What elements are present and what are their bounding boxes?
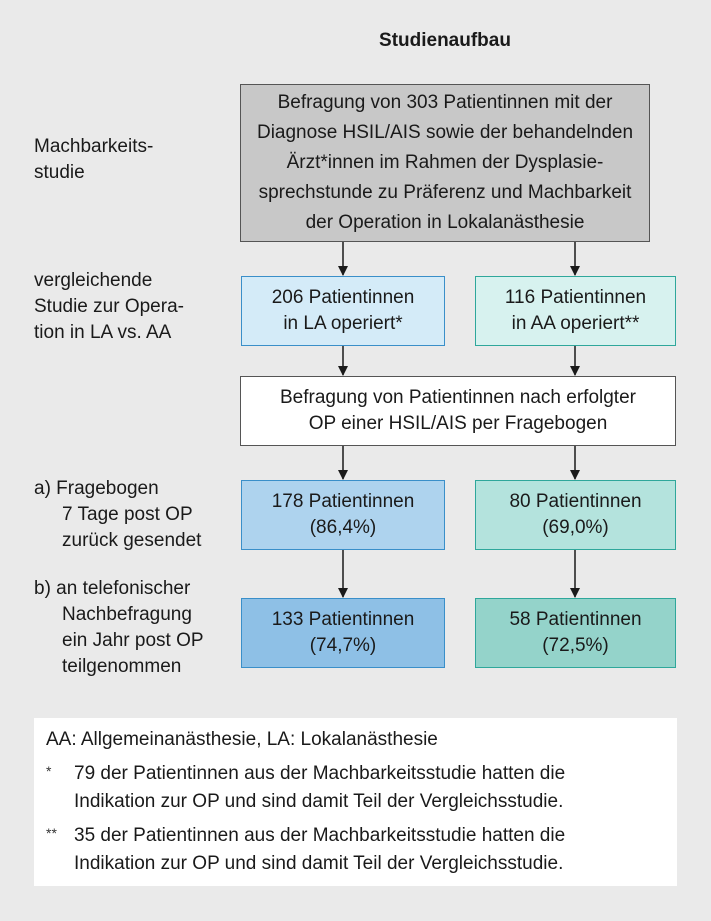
box-line: (72,5%) (542, 635, 609, 656)
label-line: vergleichende (34, 270, 153, 291)
box-line: (86,4%) (309, 517, 377, 538)
box-line: in LA operiert* (283, 313, 403, 334)
legend-abbreviations: AA: Allgemeinanästhesie, LA: Lokalanästhesie (46, 729, 438, 750)
box-line: in AA operiert** (511, 313, 640, 334)
legend-box (34, 718, 677, 886)
box-line: 133 Patientinnen (271, 609, 415, 630)
label-line: b) an telefonischer (34, 578, 191, 599)
box-line: Befragung von Patientinnen nach erfolgter (280, 387, 636, 408)
footnote-line: Indikation zur OP und sind damit Teil der Vergleichsstudie. (74, 791, 564, 812)
label-line: tion in LA vs. AA (34, 322, 172, 343)
footnote-single-asterisk (46, 760, 665, 816)
box-line: 178 Patientinnen (271, 491, 415, 512)
label-line: a) Fragebogen (34, 478, 159, 499)
label-line: 7 Tage post OP (62, 504, 193, 525)
label-line: Nachbefragung (62, 604, 192, 625)
footnote-mark: * (46, 763, 52, 779)
footnote-line: 79 der Patientinnen aus der Machbarkeitsstudie hatten die (74, 763, 566, 784)
box-line: (74,7%) (309, 635, 377, 656)
box-line: (69,0%) (542, 517, 609, 538)
box-line: 58 Patientinnen (509, 609, 642, 630)
box-line: 116 Patientinnen (504, 287, 647, 308)
box-line: OP einer HSIL/AIS per Fragebogen (308, 413, 608, 434)
label-line: zurück gesendet (62, 530, 202, 551)
diagram-title: Studienaufbau (379, 30, 511, 51)
footnote-mark: ** (46, 825, 57, 841)
box-line: sprechstunde zu Präferenz und Machbarkeit (258, 182, 632, 203)
label-line: teilgenommen (62, 656, 182, 677)
box-line: Befragung von 303 Patientinnen mit der (277, 92, 613, 113)
footnote-line: 35 der Patientinnen aus der Machbarkeitsstudie hatten die (74, 825, 566, 846)
box-line: Diagnose HSIL/AIS sowie der behandelnden (256, 122, 634, 143)
label-line: ein Jahr post OP (62, 630, 204, 651)
footnote-double-asterisk (46, 822, 665, 878)
label-line: studie (34, 162, 85, 183)
label-line: Studie zur Opera- (34, 296, 184, 317)
label-line: Machbarkeits- (34, 136, 154, 157)
box-line: Ärzt*innen im Rahmen der Dysplasie- (286, 152, 604, 173)
footnote-line: Indikation zur OP und sind damit Teil der Vergleichsstudie. (74, 853, 564, 874)
box-line: 80 Patientinnen (509, 491, 642, 512)
box-line: 206 Patientinnen (271, 287, 415, 308)
box-line: der Operation in Lokalanästhesie (305, 212, 585, 233)
